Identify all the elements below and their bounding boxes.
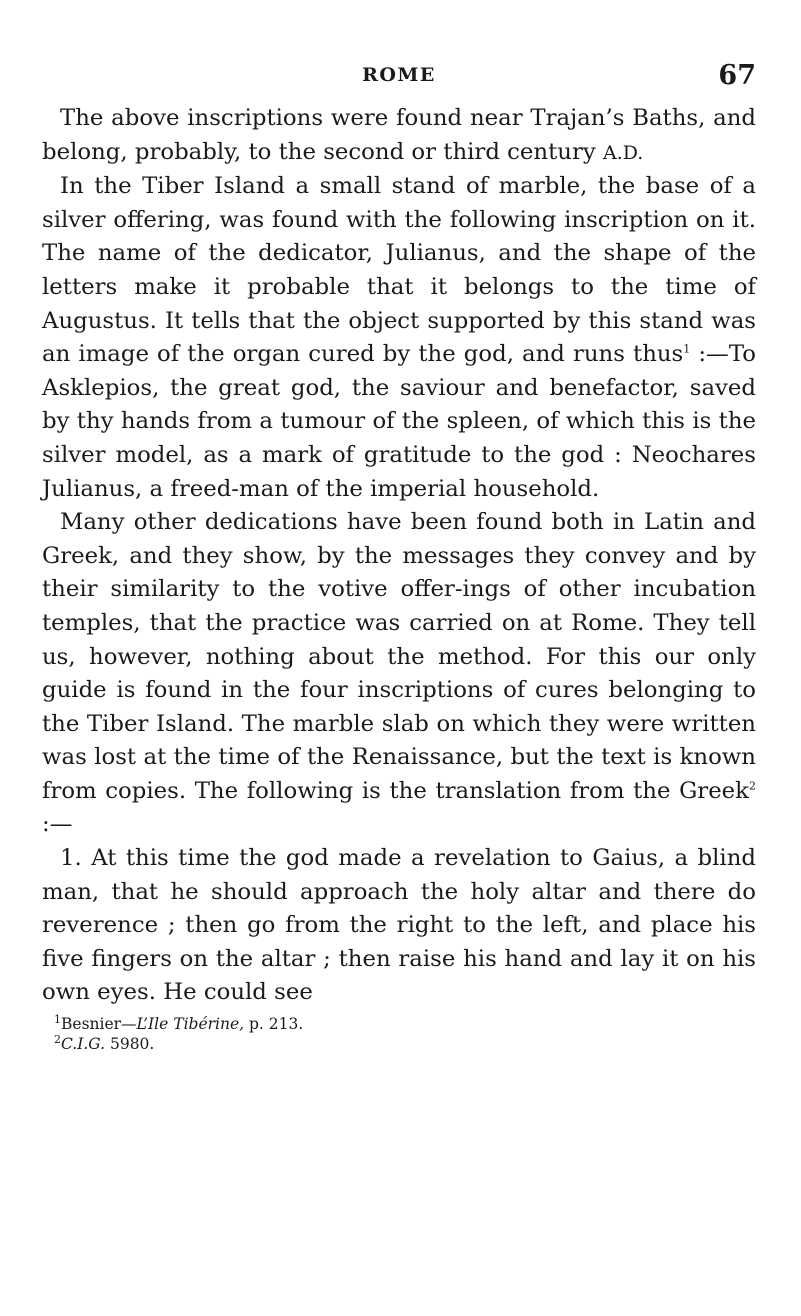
paragraph — [42, 170, 756, 506]
running-head: ROME — [362, 64, 436, 86]
paragraph-text: :— — [42, 811, 73, 838]
era-abbreviation: A.D. — [602, 141, 644, 164]
paragraph-text: :—To Asklepios, the great god, the saviour and benefactor, saved by thy hands from a tumour of the spleen, of which this is the silver model, as a mark of gratitude to the god : Neochares Julianus, a freed-man of the imperial household. — [42, 341, 756, 502]
footnote-text: 5980. — [105, 1035, 155, 1054]
footnote-mark: 2 — [54, 1032, 61, 1046]
footnote-reference: 2 — [749, 779, 756, 793]
paragraph — [42, 506, 756, 842]
footnote-text: p. 213. — [244, 1015, 304, 1034]
page-number: 67 — [718, 60, 756, 91]
paragraph-text: In the Tiber Island a small stand of marble, the base of a silver offering, was found with the following inscription on it. The name of the dedicator, Julianus, and the shape of the letters make it probable that it belongs to the time of Augustus. It tells that the object supported by this stand was an image of the organ cured by the god, and runs thus — [42, 173, 756, 368]
paragraph-text: 1. At this time the god made a revelation to Gaius, a blind man, that he should approach the holy altar and there do reverence ; then go from the right to the left, and place his five fingers on the altar ; then raise his hand and lay it on his own eyes. He could see — [42, 845, 756, 1006]
paragraph-text: The above inscriptions were found near Trajan’s Baths, and belong, probably, to the second or third century — [42, 105, 756, 165]
footnote-source: L’Ile Tibérine, — [136, 1015, 245, 1034]
paragraph — [42, 102, 756, 170]
page — [42, 60, 756, 1054]
page-header — [42, 60, 756, 96]
body-text — [42, 102, 756, 1010]
footnote-reference: 1 — [683, 342, 691, 356]
footnotes — [42, 1014, 756, 1054]
paragraph-text: Many other dedications have been found both in Latin and Greek, and they show, by the messages they convey and by their similarity to the votive offer-ings of other incubation temples, that the practice was carried on at Rome. They tell us, however, nothing about the method. For this our only guide is found in the four inscriptions of cures belonging to the Tiber Island. The marble slab on which they were written was lost at the time of the Renaissance, but the text is known from copies. The following is the translation from the Greek — [42, 509, 756, 804]
footnote-source: C.I.G. — [61, 1035, 106, 1054]
footnote — [42, 1034, 756, 1054]
footnote-mark: 1 — [54, 1012, 61, 1026]
footnote-text: Besnier— — [61, 1015, 137, 1034]
footnote — [42, 1014, 756, 1034]
paragraph — [42, 842, 756, 1010]
